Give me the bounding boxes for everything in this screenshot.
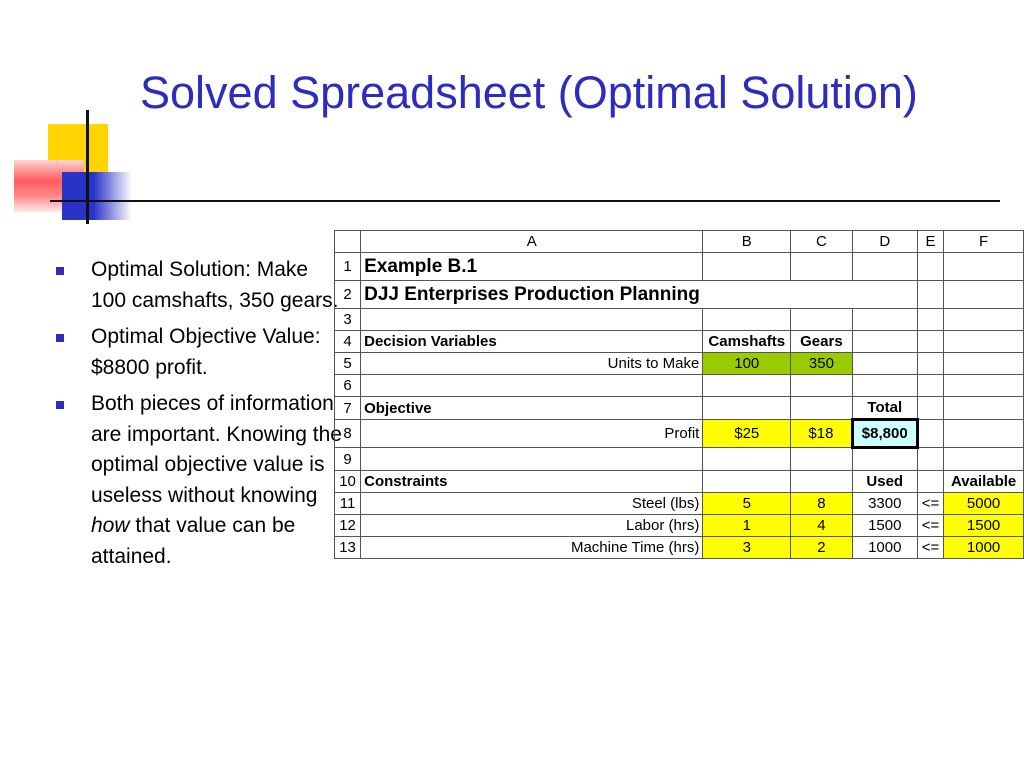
- spreadsheet: [334, 230, 1024, 559]
- cell-a3[interactable]: [361, 309, 703, 331]
- cell-e5[interactable]: [917, 353, 943, 375]
- column-header-c[interactable]: C: [791, 231, 852, 253]
- cell-e6[interactable]: [917, 375, 943, 397]
- logo-blue-square: [62, 172, 132, 220]
- cell-f9[interactable]: [944, 448, 1024, 471]
- cell-b7[interactable]: [703, 397, 791, 420]
- cell-c4[interactable]: Gears: [791, 331, 852, 353]
- row-number[interactable]: 7: [335, 397, 361, 420]
- table-row: [335, 331, 1024, 353]
- bullet-square-icon: [56, 401, 64, 409]
- table-row: [335, 448, 1024, 471]
- cell-d3[interactable]: [852, 309, 917, 331]
- row-number[interactable]: 1: [335, 253, 361, 281]
- table-row: [335, 471, 1024, 493]
- cell-a5[interactable]: Units to Make: [361, 353, 703, 375]
- cell-b11[interactable]: 5: [703, 493, 791, 515]
- bullet-text: Both pieces of information are important. Knowing the optimal objective value is useless without knowing: [91, 392, 342, 507]
- column-header-d[interactable]: D: [852, 231, 917, 253]
- cell-a13[interactable]: Machine Time (hrs): [361, 537, 703, 559]
- cell-f2[interactable]: [944, 281, 1024, 309]
- cell-e11[interactable]: <=: [917, 493, 943, 515]
- cell-a12[interactable]: Labor (hrs): [361, 515, 703, 537]
- cell-b2[interactable]: [703, 281, 791, 309]
- cell-e9[interactable]: [917, 448, 943, 471]
- cell-c3[interactable]: [791, 309, 852, 331]
- column-header-f[interactable]: F: [944, 231, 1024, 253]
- cell-b12[interactable]: 1: [703, 515, 791, 537]
- cell-b13[interactable]: 3: [703, 537, 791, 559]
- cell-d13[interactable]: 1000: [852, 537, 917, 559]
- cell-d1[interactable]: [852, 253, 917, 281]
- row-number[interactable]: 6: [335, 375, 361, 397]
- bullet-square-icon: [56, 267, 64, 275]
- cell-d2[interactable]: [852, 281, 917, 309]
- cell-b4[interactable]: Camshafts: [703, 331, 791, 353]
- cell-b6[interactable]: [703, 375, 791, 397]
- cell-c5[interactable]: 350: [791, 353, 852, 375]
- cell-c1[interactable]: [791, 253, 852, 281]
- cell-d12[interactable]: 1500: [852, 515, 917, 537]
- column-header-b[interactable]: B: [703, 231, 791, 253]
- table-row: [335, 397, 1024, 420]
- table-row: [335, 281, 1024, 309]
- cell-c12[interactable]: 4: [791, 515, 852, 537]
- row-number[interactable]: 9: [335, 448, 361, 471]
- table-row: [335, 537, 1024, 559]
- cell-f11[interactable]: 5000: [944, 493, 1024, 515]
- cell-f8[interactable]: [944, 420, 1024, 448]
- cell-c2[interactable]: [791, 281, 852, 309]
- cell-c10[interactable]: [791, 471, 852, 493]
- bullet-item: [56, 322, 346, 383]
- cell-e7[interactable]: [917, 397, 943, 420]
- logo-vertical-line: [86, 110, 89, 224]
- cell-f6[interactable]: [944, 375, 1024, 397]
- cell-e1[interactable]: [917, 253, 943, 281]
- cell-c6[interactable]: [791, 375, 852, 397]
- cell-b8[interactable]: $25: [703, 420, 791, 448]
- table-row: [335, 253, 1024, 281]
- cell-b9[interactable]: [703, 448, 791, 471]
- cell-e8[interactable]: [917, 420, 943, 448]
- table-row: [335, 309, 1024, 331]
- cell-d9[interactable]: [852, 448, 917, 471]
- cell-e13[interactable]: <=: [917, 537, 943, 559]
- cell-a8[interactable]: Profit: [361, 420, 703, 448]
- cell-b10[interactable]: [703, 471, 791, 493]
- cell-a2[interactable]: DJJ Enterprises Production Planning: [361, 281, 703, 309]
- cell-e2[interactable]: [917, 281, 943, 309]
- cell-a6[interactable]: [361, 375, 703, 397]
- cell-e12[interactable]: <=: [917, 515, 943, 537]
- row-number[interactable]: 4: [335, 331, 361, 353]
- title-divider: [50, 200, 1000, 202]
- cell-f13[interactable]: 1000: [944, 537, 1024, 559]
- row-number[interactable]: 11: [335, 493, 361, 515]
- row-number[interactable]: 12: [335, 515, 361, 537]
- column-header-row: [335, 231, 1024, 253]
- cell-a7[interactable]: Objective: [361, 397, 703, 420]
- bullet-list: [56, 255, 346, 578]
- cell-f3[interactable]: [944, 309, 1024, 331]
- cell-c11[interactable]: 8: [791, 493, 852, 515]
- column-header-a[interactable]: A: [361, 231, 703, 253]
- table-row: [335, 515, 1024, 537]
- cell-c7[interactable]: [791, 397, 852, 420]
- cell-d7[interactable]: Total: [852, 397, 917, 420]
- bullet-text: Optimal Solution: Make 100 camshafts, 350 gears.: [91, 258, 339, 312]
- cell-f5[interactable]: [944, 353, 1024, 375]
- cell-c9[interactable]: [791, 448, 852, 471]
- row-number[interactable]: 5: [335, 353, 361, 375]
- cell-c13[interactable]: 2: [791, 537, 852, 559]
- cell-d5[interactable]: [852, 353, 917, 375]
- cell-d6[interactable]: [852, 375, 917, 397]
- cell-a10[interactable]: Constraints: [361, 471, 703, 493]
- bullet-text: that value can be attained.: [91, 514, 296, 568]
- bullet-item: [56, 255, 346, 316]
- column-header-e[interactable]: E: [917, 231, 943, 253]
- bullet-text: Optimal Objective Value: $8800 profit.: [91, 325, 321, 379]
- cell-a9[interactable]: [361, 448, 703, 471]
- table-row: [335, 375, 1024, 397]
- cell-a4[interactable]: Decision Variables: [361, 331, 703, 353]
- cell-d11[interactable]: 3300: [852, 493, 917, 515]
- row-number[interactable]: 8: [335, 420, 361, 448]
- cell-f12[interactable]: 1500: [944, 515, 1024, 537]
- table-row: [335, 420, 1024, 448]
- corner-cell[interactable]: [335, 231, 361, 253]
- slide-title: Solved Spreadsheet (Optimal Solution): [140, 67, 918, 118]
- cell-a11[interactable]: Steel (lbs): [361, 493, 703, 515]
- cell-e3[interactable]: [917, 309, 943, 331]
- row-number[interactable]: 13: [335, 537, 361, 559]
- cell-b5[interactable]: 100: [703, 353, 791, 375]
- cell-b1[interactable]: [703, 253, 791, 281]
- row-number[interactable]: 10: [335, 471, 361, 493]
- bullet-square-icon: [56, 334, 64, 342]
- table-row: [335, 493, 1024, 515]
- bullet-emphasis: how: [91, 514, 130, 537]
- cell-f1[interactable]: [944, 253, 1024, 281]
- row-number[interactable]: 3: [335, 309, 361, 331]
- table-row: [335, 353, 1024, 375]
- cell-e4[interactable]: [917, 331, 943, 353]
- bullet-item: [56, 389, 346, 572]
- cell-d8[interactable]: $8,800: [852, 420, 917, 448]
- cell-d4[interactable]: [852, 331, 917, 353]
- cell-f4[interactable]: [944, 331, 1024, 353]
- cell-c8[interactable]: $18: [791, 420, 852, 448]
- row-number[interactable]: 2: [335, 281, 361, 309]
- cell-a1[interactable]: Example B.1: [361, 253, 703, 281]
- cell-e10[interactable]: [917, 471, 943, 493]
- cell-f7[interactable]: [944, 397, 1024, 420]
- cell-f10[interactable]: Available: [944, 471, 1024, 493]
- cell-d10[interactable]: Used: [852, 471, 917, 493]
- cell-b3[interactable]: [703, 309, 791, 331]
